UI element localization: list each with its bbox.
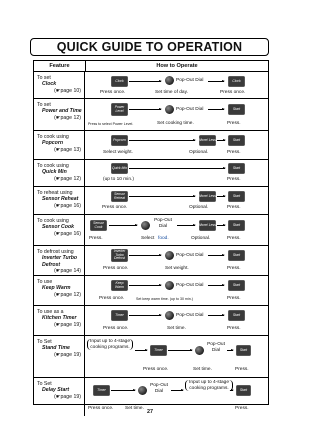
feature-cell bbox=[34, 131, 85, 159]
arrow bbox=[230, 390, 233, 391]
table-row-quick-min bbox=[34, 160, 268, 187]
step-label: Set time. bbox=[125, 406, 144, 411]
power-level-key: Power Level bbox=[111, 103, 128, 116]
arrow bbox=[208, 255, 224, 256]
start-key: Start bbox=[228, 191, 245, 202]
header-how: How to Operate bbox=[156, 63, 198, 69]
arrow bbox=[227, 350, 233, 351]
stage-note: Input up to 4-stage cooking programs. bbox=[185, 380, 233, 391]
table-row-stand-time bbox=[34, 336, 268, 378]
feature-cell bbox=[34, 336, 85, 377]
table-row-power-time bbox=[34, 99, 268, 131]
step-label: (up to 10 min.) bbox=[103, 177, 134, 182]
arrow bbox=[171, 390, 183, 391]
arrow bbox=[135, 350, 147, 351]
step-label: Optional. bbox=[191, 236, 211, 241]
step-label: Select bbox=[141, 236, 155, 241]
arrow bbox=[111, 390, 135, 391]
keep-warm-key: Keep Warm bbox=[111, 280, 128, 291]
arrow bbox=[129, 255, 161, 256]
feature-cell bbox=[34, 246, 85, 275]
step-label: Press once. bbox=[99, 296, 125, 301]
table-row-clock bbox=[34, 72, 268, 99]
step-label: Press. bbox=[235, 406, 249, 411]
popcorn-key: Popcorn bbox=[111, 135, 128, 146]
dial-label: Pop-Out Dial bbox=[154, 218, 172, 229]
feature-cell bbox=[34, 306, 85, 335]
table-header bbox=[34, 61, 268, 72]
page-ref: (☛page 16) bbox=[54, 202, 81, 209]
how-cell bbox=[85, 215, 268, 245]
how-cell bbox=[85, 160, 268, 186]
dial-label: Pop-Out Dial bbox=[207, 342, 225, 353]
feature-name: Sensor Cook bbox=[42, 224, 74, 231]
table-row-sensor-reheat bbox=[34, 187, 268, 215]
feature-name: Clock bbox=[42, 81, 57, 88]
how-cell bbox=[85, 99, 268, 130]
table-row-sensor-cook bbox=[34, 215, 268, 246]
arrow bbox=[129, 315, 161, 316]
feature-cell bbox=[34, 215, 85, 245]
how-cell bbox=[85, 131, 268, 159]
step-label: Press once. bbox=[103, 266, 129, 271]
timer-key: Timer bbox=[93, 385, 110, 396]
page-ref: (☛page 12) bbox=[54, 291, 81, 298]
arrow bbox=[129, 109, 161, 110]
page-ref: (☛page 19) bbox=[54, 321, 81, 328]
arrow bbox=[217, 225, 225, 226]
how-cell bbox=[85, 246, 268, 275]
quick-min-key: Quick Min bbox=[111, 163, 128, 174]
more-less-key: More/ Less bbox=[199, 220, 216, 231]
feature-intro: To use as a bbox=[37, 309, 64, 315]
feature-intro: To cook using bbox=[37, 163, 69, 169]
feature-name: Kitchen Timer bbox=[42, 315, 77, 322]
step-label: Press once. bbox=[143, 367, 169, 372]
arrow bbox=[208, 81, 224, 82]
sensor-reheat-key: Sensor Reheat bbox=[111, 191, 128, 202]
start-key: Start bbox=[236, 345, 251, 356]
start-key: Start bbox=[228, 250, 245, 261]
feature-name: Quick Min bbox=[42, 169, 67, 176]
step-label: Press. bbox=[227, 205, 241, 210]
arrow bbox=[217, 196, 225, 197]
operation-table bbox=[33, 60, 269, 411]
step-label: Press once. bbox=[103, 326, 129, 331]
start-key: Start bbox=[228, 280, 245, 291]
arrow bbox=[129, 285, 161, 286]
step-label: Press once. bbox=[100, 90, 126, 95]
stage-note: Input up to 4-stage cooking programs. bbox=[87, 339, 133, 350]
arrow bbox=[217, 140, 225, 141]
dial-icon bbox=[165, 311, 174, 320]
feature-intro: To set bbox=[37, 102, 51, 108]
table-row-popcorn bbox=[34, 131, 268, 160]
step-label: Press to select Power Level. bbox=[88, 122, 134, 126]
feature-cell bbox=[34, 72, 85, 98]
step-label: Press. bbox=[235, 367, 249, 372]
step-label: Press. bbox=[227, 177, 241, 182]
dial-icon bbox=[141, 221, 150, 230]
feature-cell bbox=[34, 187, 85, 214]
clock-key: Clock bbox=[111, 76, 128, 87]
feature-cell bbox=[34, 276, 85, 305]
feature-cell bbox=[34, 99, 85, 130]
feature-name: Sensor Reheat bbox=[42, 196, 79, 203]
arrow bbox=[168, 350, 192, 351]
feature-name: Inverter Turbo Defrost bbox=[42, 255, 78, 268]
step-label: Optional. bbox=[189, 205, 209, 210]
feature-name: Popcorn bbox=[42, 140, 64, 147]
arrow bbox=[109, 225, 137, 226]
page-ref: (☛page 12) bbox=[54, 175, 81, 182]
header-feature: Feature bbox=[34, 61, 86, 71]
feature-name: Power and Time bbox=[42, 108, 82, 115]
how-cell bbox=[85, 72, 268, 98]
feature-intro: To cook using bbox=[37, 218, 69, 224]
page-ref: (☛page 12) bbox=[54, 114, 81, 121]
step-label: Press. bbox=[89, 236, 103, 241]
feature-name: Stand Time bbox=[42, 345, 70, 352]
dial-label: Pop-Out Dial bbox=[150, 383, 168, 394]
feature-name: Keep Warm bbox=[42, 285, 71, 292]
page-ref: (☛page 13) bbox=[54, 146, 81, 153]
table-row-kitchen-timer bbox=[34, 306, 268, 336]
how-cell bbox=[85, 336, 268, 377]
step-label: Set cooking time. bbox=[157, 121, 194, 126]
feature-intro: To use bbox=[37, 279, 53, 285]
guide-title: QUICK GUIDE TO OPERATION bbox=[56, 40, 243, 54]
step-label: Press once. bbox=[88, 406, 114, 411]
page-ref: (☛page 16) bbox=[54, 230, 81, 237]
step-label: Set weight. bbox=[165, 266, 189, 271]
step-label-highlight: food. bbox=[158, 236, 169, 241]
page-ref: (☛page 19) bbox=[54, 351, 81, 358]
step-label: Press. bbox=[227, 121, 241, 126]
guide-title-banner bbox=[30, 38, 269, 56]
arrow bbox=[129, 196, 195, 197]
table-row-keep-warm bbox=[34, 276, 268, 306]
arrow bbox=[208, 315, 224, 316]
step-label: Press. bbox=[227, 236, 241, 241]
feature-name: Delay Start bbox=[42, 387, 70, 394]
page-ref: (☛page 19) bbox=[54, 393, 81, 400]
dial-icon bbox=[165, 251, 174, 260]
more-less-key: More/ Less bbox=[199, 191, 216, 202]
dial-label: Pop-Out Dial bbox=[176, 313, 204, 318]
arrow bbox=[208, 109, 224, 110]
how-cell bbox=[85, 187, 268, 214]
arrow bbox=[129, 168, 225, 169]
more-less-key: More/ Less bbox=[199, 135, 216, 146]
dial-icon bbox=[165, 76, 174, 85]
feature-intro: To cook using bbox=[37, 134, 69, 140]
step-label: Set time of day. bbox=[155, 90, 188, 95]
dial-icon bbox=[195, 346, 204, 355]
step-label: Set time. bbox=[193, 367, 212, 372]
timer-key: Timer bbox=[111, 310, 128, 321]
dial-label: Pop-Out Dial bbox=[176, 253, 204, 258]
timer-key: Timer bbox=[150, 345, 167, 356]
start-key: Start bbox=[228, 220, 245, 231]
page-number: 27 bbox=[147, 409, 153, 415]
sensor-cook-key: Sensor Cook bbox=[90, 220, 107, 231]
feature-intro: To Set bbox=[37, 339, 52, 345]
step-label: Press once. bbox=[220, 90, 246, 95]
table-row-turbo-defrost bbox=[34, 246, 268, 276]
step-label: Press. bbox=[227, 150, 241, 155]
step-label: Press. bbox=[227, 266, 241, 271]
feature-cell bbox=[34, 160, 85, 186]
dial-label: Pop-Out Dial bbox=[176, 107, 204, 112]
feature-intro: To reheat using bbox=[37, 190, 73, 196]
dial-icon bbox=[165, 281, 174, 290]
start-key: Start bbox=[228, 104, 245, 115]
step-label: Optional. bbox=[189, 150, 209, 155]
start-key: Start bbox=[228, 310, 245, 321]
how-cell bbox=[85, 276, 268, 305]
start-key: Start bbox=[228, 163, 245, 174]
feature-intro: To defrost using bbox=[37, 249, 74, 255]
start-key: Start bbox=[228, 135, 245, 146]
feature-intro: To set bbox=[37, 75, 51, 81]
arrow bbox=[208, 285, 224, 286]
dial-label: Pop-Out Dial bbox=[176, 78, 204, 83]
clock-key: Clock bbox=[228, 76, 245, 87]
feature-intro: To Set bbox=[37, 381, 52, 387]
arrow bbox=[177, 225, 195, 226]
page-ref: (☛page 10) bbox=[54, 87, 81, 94]
step-label: Select weight. bbox=[103, 150, 133, 155]
how-cell bbox=[85, 306, 268, 335]
turbo-defrost-key: Inverter Turbo Defrost bbox=[111, 249, 128, 262]
dial-icon bbox=[165, 105, 174, 114]
step-label: Press. bbox=[227, 326, 241, 331]
dial-icon bbox=[138, 386, 147, 395]
page-ref: (☛page 14) bbox=[54, 268, 81, 275]
start-key: Start bbox=[236, 385, 251, 396]
arrow bbox=[129, 140, 195, 141]
step-label: Set time. bbox=[167, 326, 186, 331]
step-label: Set keep warm time. (up to 30 min.) bbox=[136, 297, 193, 301]
step-label: Press. bbox=[227, 296, 241, 301]
dial-label: Pop-Out Dial bbox=[176, 283, 204, 288]
step-label: Press once. bbox=[102, 205, 128, 210]
arrow bbox=[129, 81, 161, 82]
